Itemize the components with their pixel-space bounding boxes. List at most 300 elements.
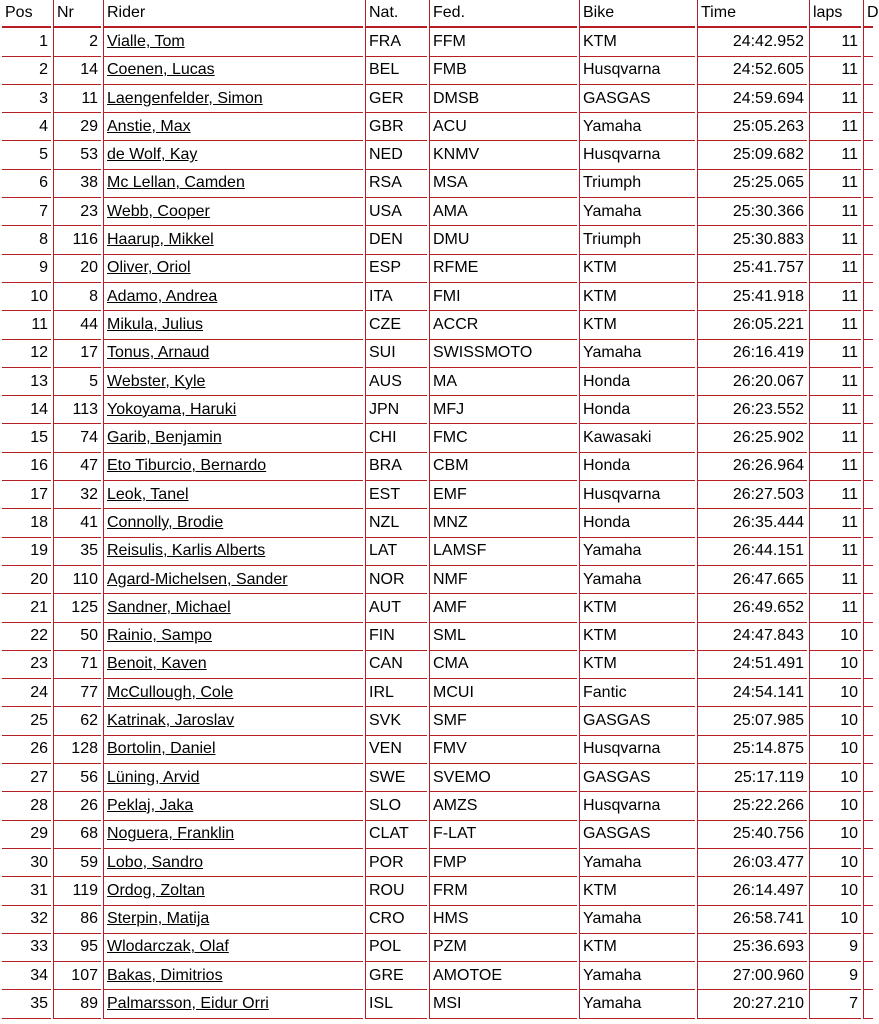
cell-fed: PZM (429, 934, 577, 962)
cell-nr: 41 (53, 509, 101, 537)
rider-link[interactable]: Noguera, Franklin (107, 825, 235, 843)
cell-pos: 17 (2, 481, 51, 509)
cell-time: 25:09.682 (697, 141, 807, 169)
table-row (2, 57, 873, 85)
cell-bike: Honda (579, 509, 695, 537)
cell-laps: 10 (809, 651, 861, 679)
rider-link[interactable]: Adamo, Andrea (107, 287, 218, 305)
cell-nat: ROU (365, 877, 427, 905)
cell-nat: SWE (365, 764, 427, 792)
cell-bike: Triumph (579, 170, 695, 198)
cell-bike: KTM (579, 311, 695, 339)
cell-time: 26:20.067 (697, 368, 807, 396)
cell-laps: 9 (809, 962, 861, 990)
cell-nat: CHI (365, 424, 427, 452)
cell-nat: LAT (365, 538, 427, 566)
cell-nr: 119 (53, 877, 101, 905)
table-row (2, 679, 873, 707)
cell-pos: 14 (2, 396, 51, 424)
cell-bike: KTM (579, 877, 695, 905)
cell-time: 24:54.141 (697, 679, 807, 707)
table-row (2, 792, 873, 820)
cell-laps: 10 (809, 736, 861, 764)
table-row (2, 311, 873, 339)
cell-rider (103, 792, 363, 820)
cell-d (863, 934, 873, 962)
table-row (2, 396, 873, 424)
cell-nr: 110 (53, 566, 101, 594)
cell-nr: 77 (53, 679, 101, 707)
cell-d (863, 311, 873, 339)
cell-time: 24:59.694 (697, 85, 807, 113)
col-header-d: D (863, 0, 873, 28)
cell-nr: 2 (53, 28, 101, 56)
cell-d (863, 453, 873, 481)
cell-bike: Yamaha (579, 849, 695, 877)
cell-d (863, 255, 873, 283)
rider-link[interactable]: Bakas, Dimitrios (107, 966, 223, 984)
cell-rider (103, 679, 363, 707)
rider-link[interactable]: Sterpin, Matija (107, 910, 210, 928)
cell-laps: 11 (809, 255, 861, 283)
cell-d (863, 424, 873, 452)
cell-bike: Husqvarna (579, 57, 695, 85)
cell-nr: 128 (53, 736, 101, 764)
table-row (2, 141, 873, 169)
rider-link[interactable]: Bortolin, Daniel (107, 740, 216, 758)
rider-link[interactable]: Eto Tiburcio, Bernardo (107, 457, 267, 475)
cell-fed: MCUI (429, 679, 577, 707)
cell-nr: 116 (53, 226, 101, 254)
cell-nat: FIN (365, 623, 427, 651)
rider-link[interactable]: Lobo, Sandro (107, 853, 204, 871)
cell-fed: SMF (429, 707, 577, 735)
cell-laps: 11 (809, 283, 861, 311)
cell-bike: Yamaha (579, 538, 695, 566)
cell-laps: 11 (809, 594, 861, 622)
cell-d (863, 707, 873, 735)
cell-bike: Yamaha (579, 906, 695, 934)
cell-rider (103, 311, 363, 339)
cell-laps: 11 (809, 453, 861, 481)
table-row (2, 340, 873, 368)
cell-laps: 10 (809, 792, 861, 820)
cell-nat: SVK (365, 707, 427, 735)
table-row (2, 566, 873, 594)
cell-fed: HMS (429, 906, 577, 934)
cell-nr: 68 (53, 821, 101, 849)
cell-nat: SUI (365, 340, 427, 368)
cell-bike: KTM (579, 255, 695, 283)
cell-time: 26:27.503 (697, 481, 807, 509)
cell-time: 27:00.960 (697, 962, 807, 990)
table-row (2, 28, 873, 56)
cell-nat: DEN (365, 226, 427, 254)
cell-d (863, 57, 873, 85)
cell-nat: SLO (365, 792, 427, 820)
cell-nr: 56 (53, 764, 101, 792)
cell-laps: 11 (809, 481, 861, 509)
cell-pos: 13 (2, 368, 51, 396)
cell-laps: 10 (809, 623, 861, 651)
table-row (2, 764, 873, 792)
cell-d (863, 877, 873, 905)
cell-laps: 11 (809, 85, 861, 113)
cell-nat: CZE (365, 311, 427, 339)
table-row (2, 255, 873, 283)
cell-laps: 11 (809, 509, 861, 537)
cell-time: 26:58.741 (697, 906, 807, 934)
cell-time: 26:05.221 (697, 311, 807, 339)
cell-rider (103, 368, 363, 396)
cell-laps: 11 (809, 198, 861, 226)
cell-fed: KNMV (429, 141, 577, 169)
cell-pos: 2 (2, 57, 51, 85)
col-header-fed: Fed. (429, 0, 577, 28)
cell-nr: 26 (53, 792, 101, 820)
cell-fed: SML (429, 623, 577, 651)
rider-link[interactable]: Leok, Tanel (107, 485, 189, 503)
cell-rider (103, 113, 363, 141)
cell-nr: 17 (53, 340, 101, 368)
rider-link[interactable]: Lüning, Arvid (107, 768, 200, 786)
cell-d (863, 170, 873, 198)
cell-pos: 1 (2, 28, 51, 56)
cell-time: 26:14.497 (697, 877, 807, 905)
cell-pos: 32 (2, 906, 51, 934)
cell-laps: 11 (809, 311, 861, 339)
table-row (2, 877, 873, 905)
cell-bike: Husqvarna (579, 792, 695, 820)
cell-fed: LAMSF (429, 538, 577, 566)
rider-link[interactable]: Sandner, Michael (107, 598, 231, 616)
cell-nr: 113 (53, 396, 101, 424)
rider-link[interactable]: Rainio, Sampo (107, 627, 212, 645)
table-row (2, 85, 873, 113)
cell-nr: 53 (53, 141, 101, 169)
cell-fed: FMB (429, 57, 577, 85)
cell-time: 26:23.552 (697, 396, 807, 424)
cell-rider (103, 594, 363, 622)
cell-fed: FMC (429, 424, 577, 452)
cell-pos: 15 (2, 424, 51, 452)
rider-link[interactable]: Webb, Cooper (107, 202, 210, 220)
table-row (2, 198, 873, 226)
cell-laps: 11 (809, 57, 861, 85)
cell-bike: KTM (579, 623, 695, 651)
rider-link[interactable]: Palmarsson, Eidur Orri (107, 995, 269, 1013)
cell-pos: 6 (2, 170, 51, 198)
cell-d (863, 368, 873, 396)
rider-link[interactable]: Mc Lellan, Camden (107, 174, 245, 192)
table-row (2, 707, 873, 735)
cell-bike: KTM (579, 283, 695, 311)
cell-nat: GBR (365, 113, 427, 141)
cell-d (863, 821, 873, 849)
cell-laps: 10 (809, 821, 861, 849)
cell-nr: 23 (53, 198, 101, 226)
cell-nat: IRL (365, 679, 427, 707)
cell-nr: 107 (53, 962, 101, 990)
cell-fed: ACCR (429, 311, 577, 339)
cell-d (863, 85, 873, 113)
cell-rider (103, 481, 363, 509)
table-row (2, 651, 873, 679)
table-header (2, 0, 879, 28)
cell-fed: DMSB (429, 85, 577, 113)
cell-d (863, 990, 873, 1018)
table-row (2, 424, 873, 452)
cell-d (863, 623, 873, 651)
cell-fed: AMF (429, 594, 577, 622)
cell-bike: Yamaha (579, 340, 695, 368)
table-row (2, 113, 873, 141)
cell-fed: FRM (429, 877, 577, 905)
cell-rider (103, 707, 363, 735)
cell-bike: Husqvarna (579, 141, 695, 169)
table-row (2, 934, 873, 962)
cell-fed: MA (429, 368, 577, 396)
cell-laps: 11 (809, 226, 861, 254)
cell-laps: 11 (809, 170, 861, 198)
cell-bike: Yamaha (579, 962, 695, 990)
col-header-nr: Nr (53, 0, 101, 28)
cell-fed: AMOTOE (429, 962, 577, 990)
cell-nr: 20 (53, 255, 101, 283)
cell-time: 25:36.693 (697, 934, 807, 962)
cell-pos: 9 (2, 255, 51, 283)
col-header-pos: Pos (2, 0, 51, 28)
cell-rider (103, 538, 363, 566)
cell-nr: 44 (53, 311, 101, 339)
cell-rider (103, 57, 363, 85)
cell-time: 24:52.605 (697, 57, 807, 85)
table-row (2, 962, 873, 990)
cell-nat: VEN (365, 736, 427, 764)
cell-nr: 5 (53, 368, 101, 396)
cell-pos: 22 (2, 623, 51, 651)
cell-pos: 7 (2, 198, 51, 226)
table-row (2, 170, 873, 198)
rider-link[interactable]: Garib, Benjamin (107, 429, 222, 447)
cell-bike: Honda (579, 368, 695, 396)
rider-link[interactable]: Mikula, Julius (107, 315, 204, 333)
rider-link[interactable]: McCullough, Cole (107, 683, 234, 701)
rider-link[interactable]: Katrinak, Jaroslav (107, 712, 235, 730)
table-row (2, 990, 873, 1018)
rider-link[interactable]: de Wolf, Kay (107, 146, 198, 164)
cell-fed: AMZS (429, 792, 577, 820)
table-row (2, 509, 873, 537)
cell-time: 26:26.964 (697, 453, 807, 481)
rider-link[interactable]: Anstie, Max (107, 117, 191, 135)
cell-bike: Yamaha (579, 198, 695, 226)
header-row (2, 0, 873, 28)
cell-laps: 11 (809, 113, 861, 141)
cell-time: 25:30.883 (697, 226, 807, 254)
cell-time: 25:30.366 (697, 198, 807, 226)
cell-nat: CAN (365, 651, 427, 679)
rider-link[interactable]: Laengenfelder, Simon (107, 89, 263, 107)
cell-nat: CLAT (365, 821, 427, 849)
cell-pos: 8 (2, 226, 51, 254)
table-body (2, 28, 873, 1018)
cell-rider (103, 962, 363, 990)
rider-link[interactable]: Webster, Kyle (107, 372, 206, 390)
cell-pos: 29 (2, 821, 51, 849)
cell-time: 25:25.065 (697, 170, 807, 198)
cell-bike: GASGAS (579, 821, 695, 849)
cell-time: 24:42.952 (697, 28, 807, 56)
cell-fed: F-LAT (429, 821, 577, 849)
cell-bike: KTM (579, 934, 695, 962)
cell-fed: FMV (429, 736, 577, 764)
cell-nat: ESP (365, 255, 427, 283)
rider-link[interactable]: Oliver, Oriol (107, 259, 191, 277)
rider-link[interactable]: Vialle, Tom (107, 32, 185, 50)
cell-rider (103, 934, 363, 962)
cell-bike: Yamaha (579, 990, 695, 1018)
rider-link[interactable]: Haarup, Mikkel (107, 231, 214, 249)
cell-d (863, 849, 873, 877)
rider-link[interactable]: Agard-Michelsen, Sander (107, 570, 288, 588)
rider-link[interactable]: Yokoyama, Haruki (107, 400, 237, 418)
cell-pos: 12 (2, 340, 51, 368)
cell-rider (103, 255, 363, 283)
cell-nr: 50 (53, 623, 101, 651)
cell-laps: 7 (809, 990, 861, 1018)
cell-bike: GASGAS (579, 764, 695, 792)
cell-pos: 23 (2, 651, 51, 679)
cell-fed: MNZ (429, 509, 577, 537)
cell-time: 26:49.652 (697, 594, 807, 622)
cell-time: 26:25.902 (697, 424, 807, 452)
rider-link[interactable]: Ordog, Zoltan (107, 881, 205, 899)
cell-time: 26:44.151 (697, 538, 807, 566)
cell-nr: 62 (53, 707, 101, 735)
cell-rider (103, 85, 363, 113)
table-row (2, 623, 873, 651)
cell-d (863, 283, 873, 311)
cell-nr: 11 (53, 85, 101, 113)
cell-fed: MFJ (429, 396, 577, 424)
cell-rider (103, 906, 363, 934)
cell-bike: KTM (579, 594, 695, 622)
cell-nat: CRO (365, 906, 427, 934)
col-header-nat: Nat. (365, 0, 427, 28)
cell-rider (103, 226, 363, 254)
cell-d (863, 906, 873, 934)
rider-link[interactable]: Tonus, Arnaud (107, 344, 210, 362)
cell-laps: 10 (809, 906, 861, 934)
cell-rider (103, 283, 363, 311)
cell-nat: BEL (365, 57, 427, 85)
cell-d (863, 594, 873, 622)
cell-time: 25:05.263 (697, 113, 807, 141)
table-row (2, 226, 873, 254)
cell-pos: 31 (2, 877, 51, 905)
cell-pos: 18 (2, 509, 51, 537)
cell-pos: 28 (2, 792, 51, 820)
table-row (2, 368, 873, 396)
cell-laps: 10 (809, 707, 861, 735)
cell-rider (103, 141, 363, 169)
cell-nat: POL (365, 934, 427, 962)
cell-nr: 35 (53, 538, 101, 566)
cell-bike: GASGAS (579, 85, 695, 113)
cell-bike: GASGAS (579, 707, 695, 735)
rider-link[interactable]: Benoit, Kaven (107, 655, 207, 673)
cell-fed: FMI (429, 283, 577, 311)
rider-link[interactable]: Reisulis, Karlis Alberts (107, 542, 266, 560)
cell-rider (103, 198, 363, 226)
cell-pos: 25 (2, 707, 51, 735)
cell-nat: AUT (365, 594, 427, 622)
col-header-time: Time (697, 0, 807, 28)
cell-rider (103, 340, 363, 368)
cell-nr: 14 (53, 57, 101, 85)
cell-fed: MSA (429, 170, 577, 198)
cell-d (863, 340, 873, 368)
cell-pos: 19 (2, 538, 51, 566)
cell-fed: AMA (429, 198, 577, 226)
table-row (2, 481, 873, 509)
cell-nat: NZL (365, 509, 427, 537)
cell-bike: Honda (579, 396, 695, 424)
rider-link[interactable]: Peklaj, Jaka (107, 796, 194, 814)
cell-rider (103, 821, 363, 849)
col-header-bike: Bike (579, 0, 695, 28)
cell-bike: Honda (579, 453, 695, 481)
cell-pos: 24 (2, 679, 51, 707)
cell-laps: 10 (809, 679, 861, 707)
cell-fed: SWISSMOTO (429, 340, 577, 368)
cell-nat: RSA (365, 170, 427, 198)
cell-nr: 32 (53, 481, 101, 509)
cell-laps: 11 (809, 424, 861, 452)
rider-link[interactable]: Connolly, Brodie (107, 513, 224, 531)
cell-time: 25:07.985 (697, 707, 807, 735)
cell-rider (103, 877, 363, 905)
cell-time: 25:40.756 (697, 821, 807, 849)
cell-fed: CMA (429, 651, 577, 679)
cell-fed: MSI (429, 990, 577, 1018)
cell-nr: 38 (53, 170, 101, 198)
cell-pos: 27 (2, 764, 51, 792)
cell-fed: RFME (429, 255, 577, 283)
cell-d (863, 962, 873, 990)
cell-rider (103, 509, 363, 537)
cell-laps: 11 (809, 368, 861, 396)
cell-d (863, 538, 873, 566)
cell-bike: KTM (579, 651, 695, 679)
cell-rider (103, 849, 363, 877)
cell-nr: 29 (53, 113, 101, 141)
cell-d (863, 736, 873, 764)
cell-laps: 10 (809, 764, 861, 792)
cell-d (863, 651, 873, 679)
cell-pos: 3 (2, 85, 51, 113)
cell-rider (103, 566, 363, 594)
rider-link[interactable]: Coenen, Lucas (107, 61, 215, 79)
cell-time: 25:17.119 (697, 764, 807, 792)
rider-link[interactable]: Wlodarczak, Olaf (107, 938, 229, 956)
cell-laps: 11 (809, 538, 861, 566)
cell-fed: EMF (429, 481, 577, 509)
cell-pos: 20 (2, 566, 51, 594)
cell-pos: 21 (2, 594, 51, 622)
cell-nat: FRA (365, 28, 427, 56)
